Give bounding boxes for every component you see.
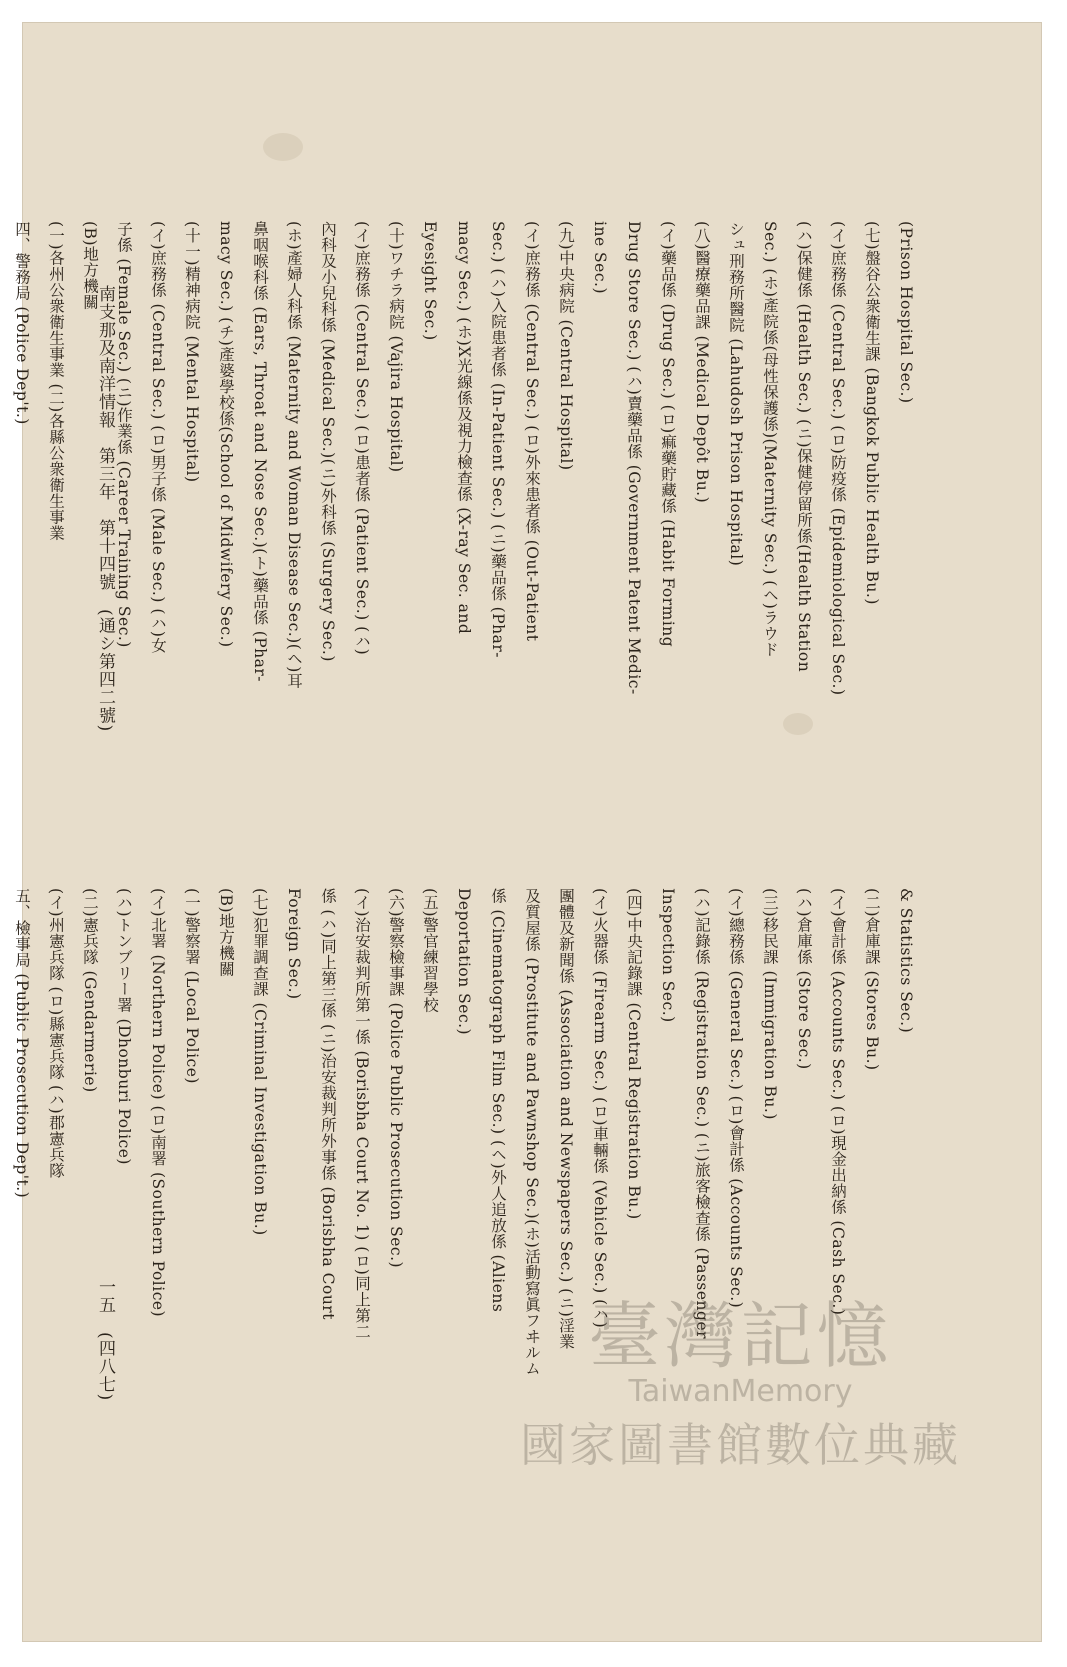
text-line: (一)警察署 (Local Police) (183, 888, 201, 1084)
text-line: (イ)火器係 (Firearm Sec.) (ロ)車輛係 (Vehicle Sec.) (ハ) (591, 888, 609, 1329)
text-line: 團體及新聞係 (Association and Newspapers Sec.) (ニ)淫業 (557, 888, 575, 1350)
text-line: (イ)庶務係 (Central Sec.) (ロ)男子係 (Male Sec.) (ハ)女 (149, 221, 167, 654)
text-line: (B)地方機關 (81, 221, 99, 310)
upper-text-block (0, 221, 923, 851)
text-line: (六)警察檢事課 (Police Public Prosecution Sec.) (387, 888, 405, 1269)
text-line: (ハ)記錄係 (Registration Sec.) (ニ)旅客檢查係 (Passenger (693, 888, 711, 1340)
text-line: 鼻咽喉科係 (Ears, Throat and Nose Sec.)(ト)藥品係 (Phar- (251, 221, 269, 683)
text-line: (イ)庶務係 (Central Sec.) (ロ)外來患者係 (Out-Patient (523, 221, 541, 642)
watermark-library-name: 國家圖書館數位典藏 (520, 1418, 961, 1472)
text-line: (イ)北署 (Northern Police) (ロ)南署 (Southern Police) (149, 888, 167, 1318)
text-line: (ハ)トンブリー署 (Dhonburi Police) (115, 888, 133, 1165)
text-line: macy Sec.) (チ)產婆學校係(School of Midwifery Sec.) (217, 221, 235, 648)
text-line: Sec.) (ハ)入院患者係 (In-Patient Sec.) (ニ)藥品係 (Phar- (489, 221, 507, 658)
text-line: (七)犯罪調查課 (Criminal Investigation Bu.) (251, 888, 269, 1236)
watermark-chinese-title: 臺灣記憶 (588, 1294, 893, 1378)
text-line: (七)盤谷公衆衛生課 (Bangkok Public Health Bu.) (863, 221, 881, 605)
text-line: (イ)治安裁判所第一係 (Borisbha Court No. 1) (ロ)同上第二 (353, 888, 371, 1340)
text-line: (イ)庶務係 (Central Sec.) (ロ)防疫係 (Epidemiological Sec.) (829, 221, 847, 696)
page-number: 一五 (四八七) (95, 1278, 115, 1402)
text-line: (Prison Hospital Sec.) (897, 221, 915, 404)
text-line: Deportation Sec.) (455, 888, 473, 1036)
text-line: 四、警務局 (Police Dep't.) (13, 221, 31, 425)
text-line: (十)ワチラ病院 (Vajira Hospital) (387, 221, 405, 473)
text-line: & Statistics Sec.) (897, 888, 915, 1034)
text-line: (九)中央病院 (Central Hospital) (557, 221, 575, 471)
journal-header: 南支那及南洋情報 第三年 第十四號 (通シ第四二號) (95, 285, 115, 733)
taiwan-memory-watermark (520, 1278, 961, 1475)
text-line: (二)倉庫課 (Stores Bu.) (863, 888, 881, 1071)
text-line: (二)憲兵隊 (Gendarmerie) (81, 888, 99, 1093)
text-line: 係 (ハ)同上第三係 (ニ)治安裁判所外事係 (Borisbha Court (319, 888, 337, 1320)
text-line: (イ)庶務係 (Central Sec.) (ロ)患者係 (Patient Sec.) (ハ) (353, 221, 371, 656)
text-line: 五、檢事局 (Public Prosecution Dep't.) (13, 888, 31, 1199)
watermark-english-title: TaiwanMemory (628, 1374, 853, 1409)
text-line: (五)警官練習學校 (421, 888, 439, 1014)
text-line: (イ)總務係 (General Sec.) (ロ)會計係 (Accounts Sec.) (727, 888, 745, 1309)
paper-stain (263, 133, 303, 161)
text-line: (一)各州公衆衛生事業 (二)各縣公衆衛生事業 (47, 221, 65, 541)
text-line: ine Sec.) (591, 221, 609, 294)
text-line: 及質屋係 (Prostitute and Pawnshop Sec.)(ホ)活動寫眞フヰルム (523, 888, 541, 1377)
text-line: 子係 (Female Sec.) (ニ)作業係 (Career Training Sec.) (115, 221, 133, 648)
text-line: 內科及小兒科係 (Medical Sec.)(ニ)外科係 (Surgery Sec.) (319, 221, 337, 662)
scanned-page (13, 22, 1042, 1642)
text-line: (イ)會計係 (Accounts Sec.) (ロ)現金出納係 (Cash Sec.) (829, 888, 847, 1316)
text-line: Sec.) (ホ)產院係(母性保護係)(Maternity Sec.) (ヘ)ラウド (761, 221, 779, 658)
text-line: Foreign Sec.) (285, 888, 303, 1000)
text-line: (ハ)保健係 (Health Sec.) (ニ)保健停留所係(Health Station (795, 221, 813, 673)
text-line: (イ)州憲兵隊 (ロ)縣憲兵隊 (ハ)郡憲兵隊 (47, 888, 65, 1179)
text-line: Inspection Sec.) (659, 888, 677, 1023)
text-line: シュ刑務所醫院 (Lahudosh Prison Hospital) (727, 221, 745, 567)
text-line: 係 (Cinematograph Film Sec.) (ヘ)外人追放係 (Aliens (489, 888, 507, 1313)
text-line: (三)移民課 (Immigration Bu.) (761, 888, 779, 1120)
text-line: (八)醫療藥品課 (Medical Depôt Bu.) (693, 221, 711, 504)
text-line: macy Sec.) (ホ)X光線係及視力檢查係 (X-ray Sec. and (455, 221, 473, 635)
text-line: (四)中央記錄課 (Central Registration Bu.) (625, 888, 643, 1220)
text-line: (イ)藥品係 (Drug Sec.) (ロ)痲藥貯藏係 (Habit Forming (659, 221, 677, 648)
text-line: Drug Store Sec.) (ハ)賣藥品係 (Government Patent Medic- (625, 221, 643, 695)
text-line: (十一)精神病院 (Mental Hospital) (183, 221, 201, 483)
text-line: (ハ)倉庫係 (Store Sec.) (795, 888, 813, 1070)
text-line: (ホ)產婦人科係 (Maternity and Woman Disease Sec.)(ヘ)耳 (285, 221, 303, 689)
text-line: Eyesight Sec.) (421, 221, 439, 341)
text-line: (B)地方機關 (217, 888, 235, 977)
